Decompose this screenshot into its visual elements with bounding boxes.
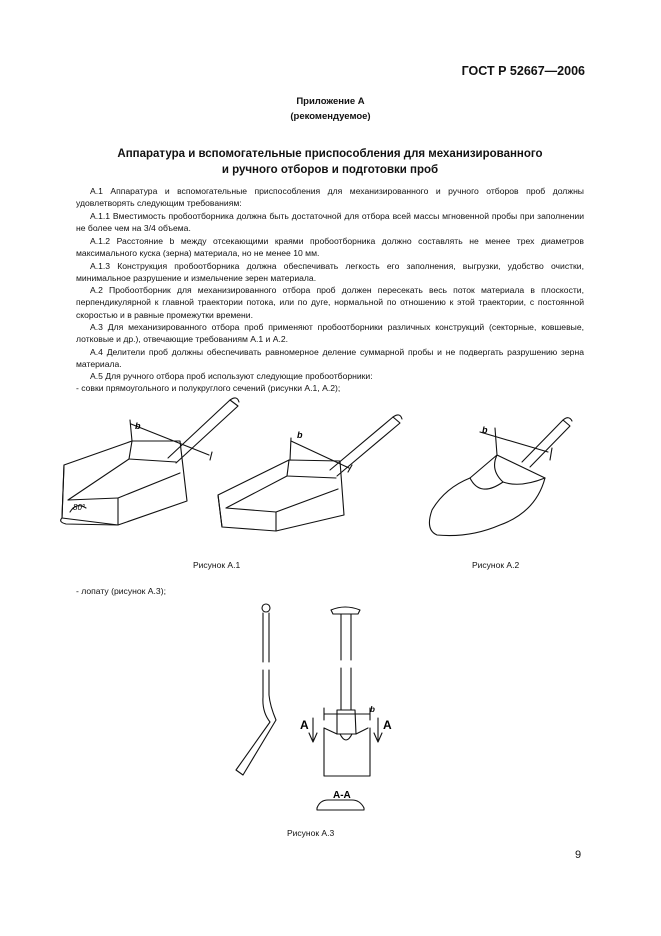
title-line-1: Аппаратура и вспомогательные приспособления для механизированного — [117, 148, 543, 160]
section-label: А-А — [333, 790, 351, 801]
appendix-status: (рекомендуемое) — [290, 111, 371, 122]
dimension-label-b-4: b — [370, 705, 375, 714]
semicircular-scoop — [429, 418, 572, 536]
paragraph-a1: А.1 Аппаратура и вспомогательные приспособления для механизированного и ручного отборов проб должны удовлетворять следующим требованиям: — [76, 186, 584, 209]
paragraph-a2: А.2 Пробоотборник для механизированного отбора проб должен пересекать весь поток материала в плоскости, перпендикулярной к главной траектории потока, или по дуге, нормальной по отношению к этой траектории, с постоянной скоростью и в равные промежутки времени. — [76, 285, 584, 320]
dimension-label-b-2: b — [297, 430, 303, 440]
angle-label: 80° — [73, 503, 86, 512]
paragraph-a1-3: А.1.3 Конструкция пробоотборника должна обеспечивать легкость его заполнения, выгрузки, удобство очистки, минимальное разрушение и измельчение зерен материала. — [76, 261, 584, 284]
rectangular-scoop-middle — [218, 415, 402, 531]
dimension-label-b-3: b — [482, 425, 488, 435]
caption-figure-a1: Рисунок А.1 — [193, 560, 241, 570]
caption-figure-a3: Рисунок А.3 — [287, 828, 335, 838]
appendix-label: Приложение А — [296, 96, 365, 107]
paragraph-a1-1: А.1.1 Вместимость пробоотборника должна быть достаточной для отбора всей массы мгновенной пробы при заполнении не более чем на 3/4 объема. — [76, 211, 584, 234]
dimension-label-b-1: b — [135, 421, 141, 431]
rectangular-scoop-left — [61, 398, 239, 525]
paragraph-a5: А.5 Для ручного отбора проб используют следующие пробоотборники: — [90, 371, 373, 381]
paragraph-a3: А.3 Для механизированного отбора проб применяют пробоотборники различных конструкций (секторные, ковшевые, лотковые и др.), отвечающие требованиям А.1 и А.2. — [76, 322, 584, 345]
bullet-shovel: - лопату (рисунок А.3); — [76, 586, 166, 596]
section-mark-left: A — [300, 718, 309, 732]
section-mark-right: A — [383, 718, 392, 732]
page-number: 9 — [575, 849, 582, 861]
bullet-scoops: - совки прямоугольного и полукруглого сечений (рисунки А.1, А.2); — [76, 383, 341, 393]
caption-figure-a2: Рисунок А.2 — [472, 560, 520, 570]
standard-number: ГОСТ Р 52667—2006 — [461, 64, 585, 78]
shovel-side-view — [236, 604, 276, 775]
paragraph-a1-2: А.1.2 Расстояние b между отсекающими краями пробоотборника должно составлять не менее трех диаметров максимального куска (зерна) материала, но не менее 10 мм. — [76, 236, 584, 259]
title-line-2: и ручного отборов и подготовки проб — [221, 164, 439, 176]
paragraph-a4: А.4 Делители проб должны обеспечивать равномерное деление суммарной пробы и не подвергать разрушению зерна материала. — [76, 347, 584, 370]
